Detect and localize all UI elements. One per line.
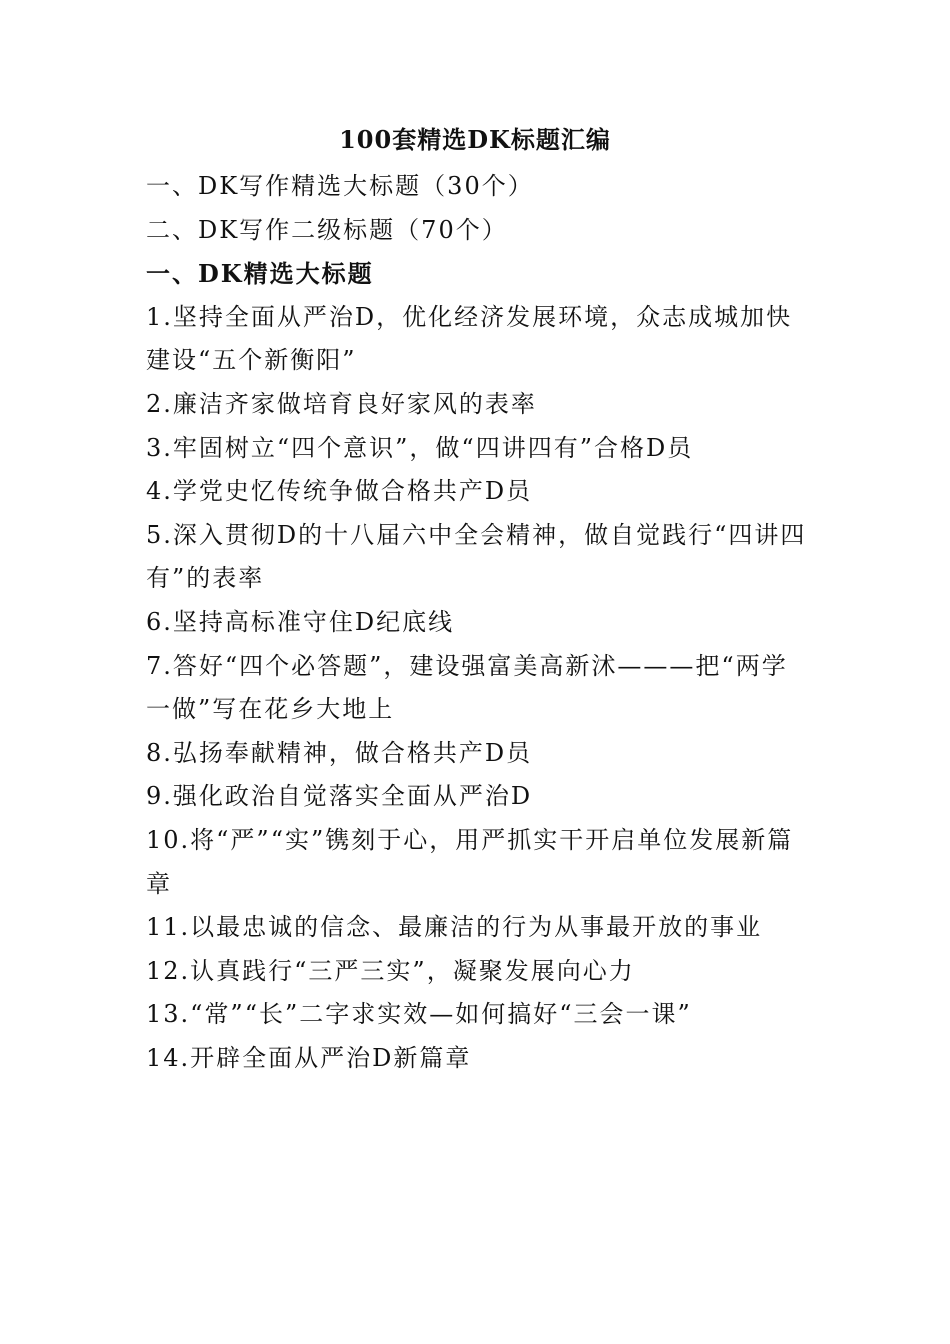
list-item-2: 2.廉洁齐家做培育良好家风的表率 xyxy=(146,389,537,418)
list-item-6: 6.坚持高标准守住D纪底线 xyxy=(146,607,455,636)
document-title: 100套精选DK标题汇编 xyxy=(339,125,611,154)
list-item-4: 4.学党史忆传统争做合格共产D员 xyxy=(146,477,533,506)
list-item-13: 13.“常”“长”二字求实效—如何搞好“三会一课” xyxy=(146,1000,692,1029)
list-item-8: 8.弘扬奉献精神，做合格共产D员 xyxy=(146,738,533,767)
document-body xyxy=(146,165,810,1080)
section-heading: 一、DK精选大标题 xyxy=(146,259,374,289)
list-item-5: 5.深入贯彻D的十八届六中全会精神，做自觉践行“四讲四有”的表率 xyxy=(146,520,807,593)
list-item-14: 14.开辟全面从严治D新篇章 xyxy=(146,1043,472,1072)
list-item-11: 11.以最忠诚的信念、最廉洁的行为从事最开放的事业 xyxy=(146,913,763,942)
list-item-10: 10.将“严”“实”镌刻于心，用严抓实干开启单位发展新篇章 xyxy=(146,825,794,898)
list-item-3: 3.牢固树立“四个意识”，做“四讲四有”合格D员 xyxy=(146,433,694,462)
list-item-1: 1.坚持全面从严治D，优化经济发展环境，众志成城加快建设“五个新衡阳” xyxy=(146,302,793,375)
toc-item-1: 一、DK写作精选大标题（30个） xyxy=(146,172,534,200)
list-item-9: 9.强化政治自觉落实全面从严治D xyxy=(146,782,533,811)
list-item-7: 7.答好“四个必答题”，建设强富美高新沭———把“两学一做”写在花乡大地上 xyxy=(146,651,788,724)
list-item-12: 12.认真践行“三严三实”，凝聚发展向心力 xyxy=(146,956,635,985)
toc-item-2: 二、DK写作二级标题（70个） xyxy=(146,215,508,244)
